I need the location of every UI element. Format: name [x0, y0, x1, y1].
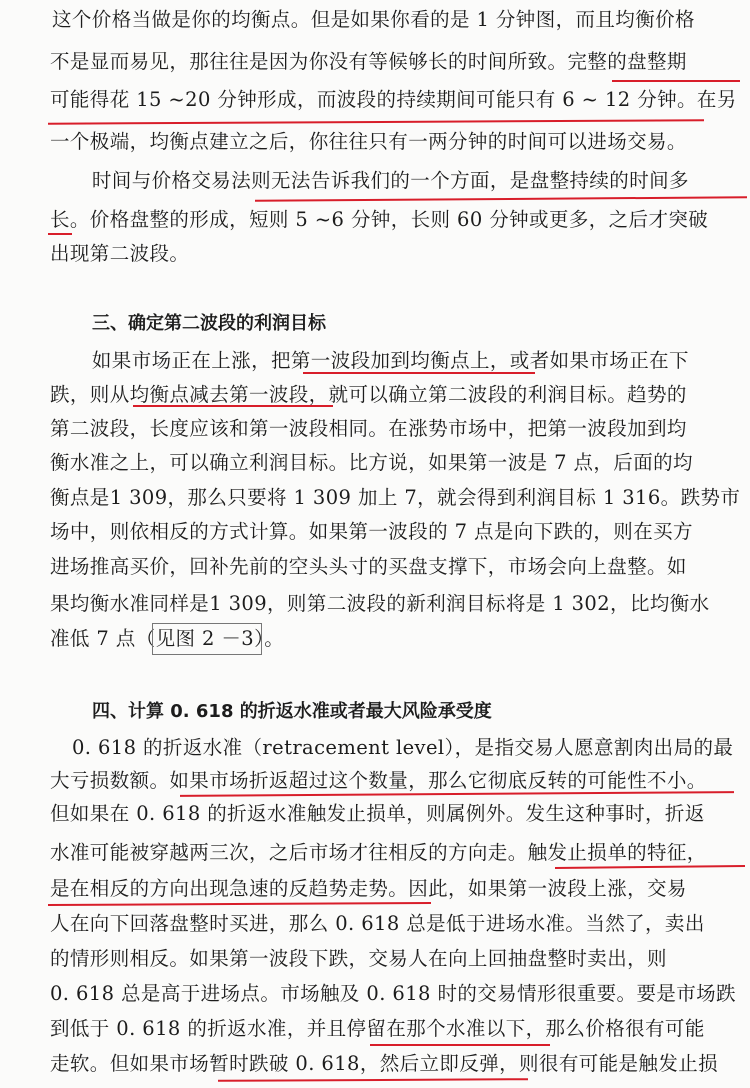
- figure-reference-box: [152, 623, 262, 655]
- red-underline: [370, 1044, 550, 1046]
- body-text-line: 0. 618 总是高于进场点。市场触及 0. 618 时的交易情形很重要。要是市场跌: [50, 982, 736, 1005]
- body-text-line: 如果市场正在上涨，把第一波段加到均衡点上，或者如果市场正在下: [72, 349, 689, 372]
- body-text-line: 大亏损数额。如果市场折返超过这个数量，那么它彻底反转的可能性不小。: [50, 769, 707, 792]
- body-text-line: 进场推高买价，回补先前的空头头寸的买盘支撑下，市场会向上盘整。如: [50, 555, 687, 578]
- red-underline: [133, 405, 333, 407]
- red-underline: [612, 80, 740, 82]
- body-text-line: 时间与价格交易法则无法告诉我们的一个方面，是盘整持续的时间多: [72, 169, 689, 192]
- body-text-line: 一个极端，均衡点建立之后，你往往只有一两分钟的时间可以进场交易。: [50, 130, 687, 153]
- section-heading: 三、确定第二波段的利润目标: [92, 313, 326, 334]
- body-text-line: 但如果在 0. 618 的折返水准触发止损单，则属例外。发生这种事时，折返: [50, 802, 705, 825]
- body-text-line: 不是显而易见，那往往是因为你没有等候够长的时间所致。完整的盘整期: [50, 50, 687, 73]
- red-underline: [218, 1078, 528, 1082]
- body-text-line: 场中，则依相反的方式计算。如果第一波段的 7 点是向下跌的，则在买方: [50, 520, 693, 543]
- body-text-line: 准低 7 点（见图 2 －3）。: [50, 627, 285, 650]
- body-text-line: 第二波段，长度应该和第一波段相同。在涨势市场中，把第一波段加到均: [50, 417, 687, 440]
- red-underline: [48, 119, 704, 124]
- body-text-line: 的情形则相反。如果第一波段下跌，交易人在向上回抽盘整时卖出，则: [50, 947, 667, 970]
- red-underline: [48, 233, 72, 235]
- body-text-line: 人在向下回落盘整时买进，那么 0. 618 总是低于进场水准。当然了，卖出: [50, 912, 705, 935]
- body-text-line: 走软。但如果市场暂时跌破 0. 618，然后立即反弹，则很有可能是触发止损: [50, 1052, 719, 1075]
- section-heading: 四、计算 0. 618 的折返水准或者最大风险承受度: [92, 701, 492, 722]
- body-text-line: 出现第二波段。: [50, 242, 190, 265]
- body-text-line: 衡点是1 309，那么只要将 1 309 加上 7，就会得到利润目标 1 316。跌势市: [50, 486, 740, 509]
- body-text-line: 这个价格当做是你的均衡点。但是如果你看的是 1 分钟图，而且均衡价格: [52, 8, 695, 31]
- body-text-line: 跌，则从均衡点减去第一波段，就可以确立第二波段的利润目标。趋势的: [50, 383, 687, 406]
- body-text-line: 衡水准之上，可以确立利润目标。比方说，如果第一波是 7 点，后面的均: [50, 451, 693, 474]
- red-underline: [303, 372, 535, 374]
- body-text-line: 长。价格盘整的形成，短则 5 ~6 分钟，长则 60 分钟或更多，之后才突破: [50, 208, 709, 231]
- body-text-line: 0. 618 的折返水准（retracement level），是指交易人愿意割肉出局的最: [72, 736, 734, 759]
- body-text-line: 到低于 0. 618 的折返水准，并且停留在那个水准以下，那么价格很有可能: [50, 1017, 705, 1040]
- body-text-line: 水准可能被穿越两三次，之后市场才往相反的方向走。触发止损单的特征，: [50, 841, 707, 864]
- body-text-line: 果均衡水准同样是1 309，则第二波段的新利润目标将是 1 302，比均衡水: [50, 592, 710, 615]
- body-text-line: 可能得花 15 ~20 分钟形成，而波段的持续期间可能只有 6 ~ 12 分钟。在另: [50, 88, 737, 111]
- body-text-line: 是在相反的方向出现急速的反趋势走势。因此，如果第一波段上涨，交易: [50, 877, 687, 900]
